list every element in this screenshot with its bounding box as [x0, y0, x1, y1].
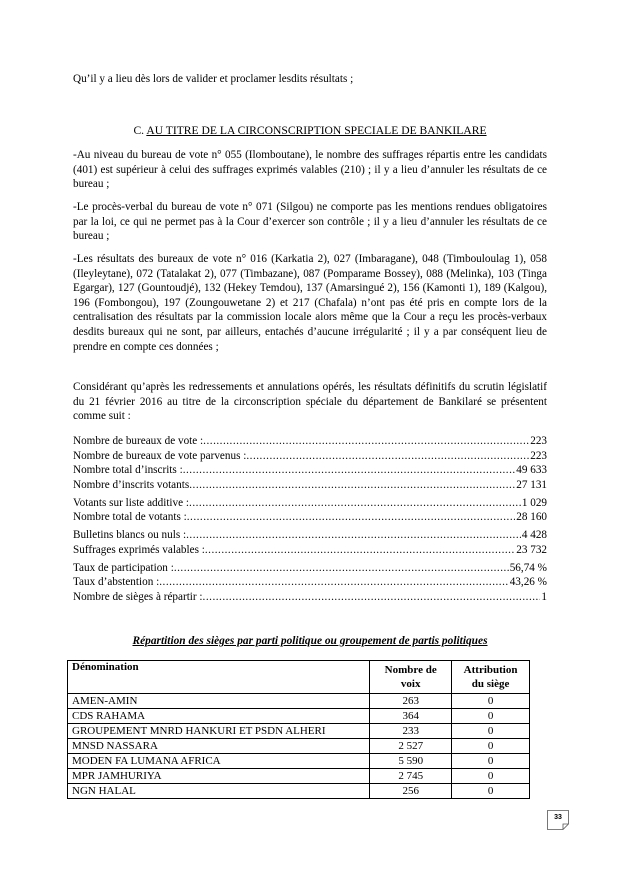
paragraph-bureau-055: -Au niveau du bureau de vote n° 055 (Ilomboutane), le nombre des suffrages répartis entre les candidats (401) est supérieur à celui des suffrages exprimés valables (210) ; il y a lieu d’annuler les résultats de ce bureau ; [73, 149, 547, 191]
table-row [68, 754, 530, 769]
stat-inscrits-votants: Nombre d’inscrits votants ..... 27 131 [73, 478, 547, 493]
results-summary [73, 434, 547, 605]
table-row [68, 739, 530, 754]
party-name: MODEN FA LUMANA AFRICA [68, 754, 370, 769]
party-seats: 0 [452, 724, 530, 739]
paragraph-bureaux-non-pris: -Les résultats des bureaux de vote n° 016 (Karkatia 2), 027 (Imbaragane), 048 (Timbouloulag 1), 058 (Ileyleytane), 072 (Tatalakat 2), 077 (Timbazane), 087 (Pomparame Bossey), 088 (Melinka), 103 (Tinga Egargar), 127 (Gountoudjé), 132 (Hekey Temdou), 137 (Amarsingué 2), 156 (Kamonti 1), 189 (Kalgou), 196 (Fombongou), 197 (Zoungouwetane 2) et 217 (Chafala) n’ont pas été pris en compte lors de la centralisation des résultats par la commission locale alors même que la Cour a reçu les procès-verbaux desdits bureaux qui ne sont, par ailleurs, entachés d’aucune irrégularité ; il y a par conséquent lieu de prendre en compte ces données ; [73, 253, 547, 353]
table-row [68, 709, 530, 724]
stat-total-votants: Nombre total de votants : ..... 28 160 [73, 510, 547, 525]
table-header-row [68, 661, 530, 694]
stat-taux-abstention: Taux d’abstention : ..... 43,26 % [73, 575, 547, 590]
party-seats: 0 [452, 709, 530, 724]
page-number: 33 [554, 814, 562, 821]
table-row [68, 694, 530, 709]
party-votes: 263 [370, 694, 452, 709]
party-name: NGN HALAL [68, 784, 370, 799]
party-votes: 233 [370, 724, 452, 739]
party-seats: 0 [452, 769, 530, 784]
paragraph-considerant: Considérant qu’après les redressements et annulations opérés, les résultats définitifs du scrutin législatif du 21 février 2016 au titre de la circonscription spéciale du département de Bankilaré se présentent comme suit : [73, 381, 547, 423]
party-seats: 0 [452, 754, 530, 769]
table-row [68, 724, 530, 739]
stat-bureaux-vote: Nombre de bureaux de vote : ..... 223 [73, 434, 547, 449]
header-seats: Attribution du siège [452, 661, 530, 694]
section-heading-prefix: C. [133, 124, 147, 137]
section-heading-title: AU TITRE DE LA CIRCONSCRIPTION SPECIALE DE BANKILARE [146, 124, 487, 137]
party-name: MNSD NASSARA [68, 739, 370, 754]
party-name: MPR JAMHURIYA [68, 769, 370, 784]
party-name: CDS RAHAMA [68, 709, 370, 724]
stat-bulletins-nuls: Bulletins blancs ou nuls : ..... 4 428 [73, 528, 547, 543]
party-votes: 2 527 [370, 739, 452, 754]
party-seats: 0 [452, 694, 530, 709]
table-title: Répartition des sièges par parti politique ou groupement de partis politiques [132, 635, 488, 647]
stat-suffrages-exprimes: Suffrages exprimés valables : ..... 23 732 [73, 543, 547, 558]
header-votes: Nombre de voix [370, 661, 452, 694]
party-votes: 256 [370, 784, 452, 799]
seat-distribution-table [67, 660, 530, 799]
party-seats: 0 [452, 784, 530, 799]
party-seats: 0 [452, 739, 530, 754]
party-name: GROUPEMENT MNRD HANKURI ET PSDN ALHERI [68, 724, 370, 739]
intro-line: Qu’il y a lieu dès lors de valider et proclamer lesdits résultats ; [73, 73, 354, 85]
stat-taux-participation: Taux de participation : ..... 56,74 % [73, 561, 547, 576]
page-number-badge [547, 810, 569, 830]
header-denomination: Dénomination [68, 661, 370, 694]
table-row [68, 784, 530, 799]
party-name: AMEN-AMIN [68, 694, 370, 709]
section-heading [73, 124, 547, 137]
stat-bureaux-parvenus: Nombre de bureaux de vote parvenus : ..... 223 [73, 449, 547, 464]
stat-liste-additive: Votants sur liste additive : ..... 1 029 [73, 496, 547, 511]
stat-sieges: Nombre de sièges à répartir : ..... 1 [73, 590, 547, 605]
party-votes: 364 [370, 709, 452, 724]
stat-inscrits: Nombre total d’inscrits : ..... 49 633 [73, 463, 547, 478]
paragraph-bureau-071: -Le procès-verbal du bureau de vote n° 071 (Silgou) ne comporte pas les mentions rendues obligatoires par la loi, ce qui ne permet pas à la Cour d’exercer son contrôle ; il y a lieu d’annuler les résultats de ce bureau ; [73, 201, 547, 243]
party-votes: 2 745 [370, 769, 452, 784]
table-row [68, 769, 530, 784]
party-votes: 5 590 [370, 754, 452, 769]
